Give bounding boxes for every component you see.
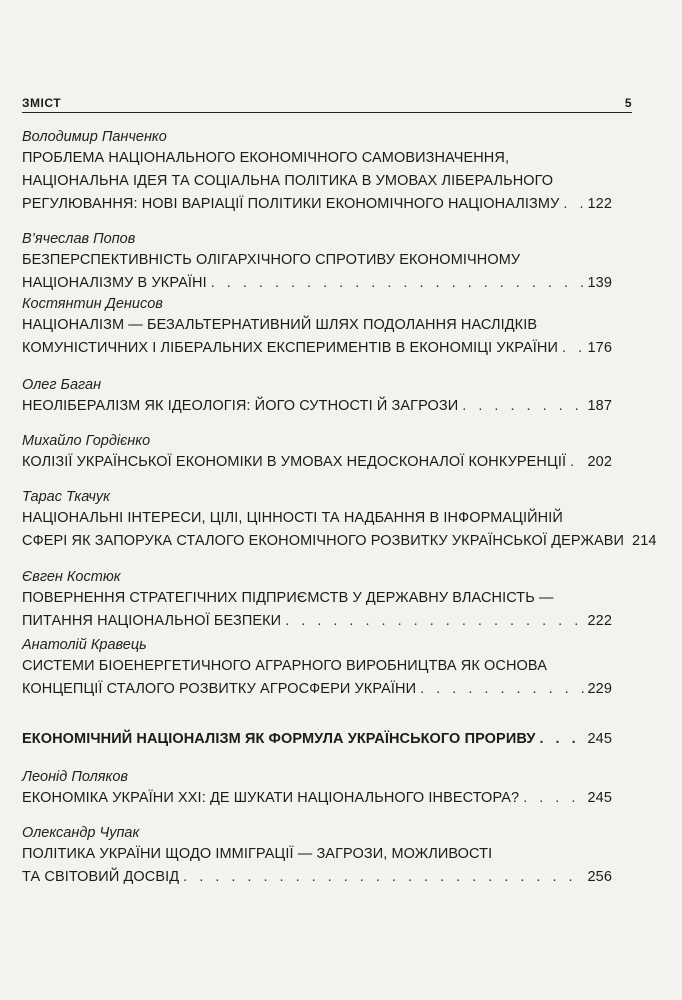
entry-page-number: 187 [587, 398, 612, 414]
title-text: НАЦІОНАЛЬНА ІДЕЯ ТА СОЦІАЛЬНА ПОЛІТИКА В УМОВАХ ЛІБЕРАЛЬНОГО [22, 173, 554, 189]
title-text: ПРОБЛЕМА НАЦІОНАЛЬНОГО ЕКОНОМІЧНОГО САМОВИЗНАЧЕННЯ, [22, 150, 510, 166]
entry-title-line [22, 655, 612, 678]
entry-title-line [22, 507, 612, 530]
header-title: ЗМІСТ [22, 96, 62, 110]
toc-entry[interactable] [22, 488, 657, 553]
section-title-line [22, 728, 612, 751]
leader-dots [570, 451, 583, 474]
title-text: КОЛІЗІЇ УКРАЇНСЬКОЇ ЕКОНОМІКИ В УМОВАХ НЕДОСКОНАЛОЇ КОНКУРЕНЦІЇ [22, 454, 567, 470]
entry-author: Володимир Панченко [22, 129, 167, 145]
entry-author: Євген Костюк [22, 569, 121, 585]
toc-entry[interactable] [22, 230, 612, 295]
entry-page-number: 256 [587, 869, 612, 885]
leader-dots [420, 678, 583, 701]
title-text: СФЕРІ ЯК ЗАПОРУКА СТАЛОГО ЕКОНОМІЧНОГО РОЗВИТКУ УКРАЇНСЬКОЇ ДЕРЖАВИ [22, 533, 625, 549]
entry-title-line [22, 866, 612, 889]
entry-page-number: 245 [587, 790, 612, 806]
entry-title-line [22, 337, 612, 360]
toc-entry[interactable] [22, 568, 612, 633]
entry-title-line [22, 170, 612, 193]
leader-dots [285, 610, 583, 633]
leader-dots [211, 272, 584, 295]
entry-author: Костянтин Денисов [22, 296, 163, 312]
title-text: НЕОЛІБЕРАЛІЗМ ЯК ІДЕОЛОГІЯ: ЙОГО СУТНОСТІ Й ЗАГРОЗИ [22, 398, 459, 414]
entry-author: Олег Баган [22, 377, 102, 393]
entry-title-line [22, 678, 612, 701]
entry-author: Олександр Чупак [22, 825, 140, 841]
leader-dots [523, 787, 583, 810]
entry-author: Анатолій Кравець [22, 637, 147, 653]
entry-title-line [22, 610, 612, 633]
leader-dots [563, 193, 583, 216]
toc-entry[interactable] [22, 824, 612, 889]
title-text: КОМУНІСТИЧНИХ І ЛІБЕРАЛЬНИХ ЕКСПЕРИМЕНТІВ В ЕКОНОМІЦІ УКРАЇНИ [22, 340, 559, 356]
entry-author: В’ячеслав Попов [22, 231, 136, 247]
title-text: ТА СВІТОВИЙ ДОСВІД [22, 869, 180, 885]
entry-page-number: 214 [632, 533, 657, 549]
toc-entry[interactable] [22, 432, 612, 474]
leader-dots [562, 337, 583, 360]
toc-entry[interactable] [22, 295, 612, 360]
entry-page-number: 202 [587, 454, 612, 470]
entry-page-number: 229 [587, 681, 612, 697]
entry-title-line [22, 249, 612, 272]
toc-entry[interactable] [22, 636, 612, 701]
title-text: ПОЛІТИКА УКРАЇНИ ЩОДО ІММІГРАЦІЇ — ЗАГРОЗИ, МОЖЛИВОСТІ [22, 846, 493, 862]
entry-page-number: 245 [587, 731, 612, 747]
title-text: БЕЗПЕРСПЕКТИВНІСТЬ ОЛІГАРХІЧНОГО СПРОТИВУ ЕКОНОМІЧНОМУ [22, 252, 521, 268]
entry-page-number: 122 [587, 196, 612, 212]
title-text: НАЦІОНАЛІЗМУ В УКРАЇНІ [22, 275, 207, 291]
leader-dots [539, 728, 583, 751]
entry-page-number: 222 [587, 613, 612, 629]
entry-page-number: 139 [587, 275, 612, 291]
entry-title-line [22, 395, 612, 418]
header-rule [22, 112, 632, 113]
title-text: ПИТАННЯ НАЦІОНАЛЬНОЇ БЕЗПЕКИ [22, 613, 282, 629]
title-text: ПОВЕРНЕННЯ СТРАТЕГІЧНИХ ПІДПРИЄМСТВ У ДЕРЖАВНУ ВЛАСНІСТЬ — [22, 590, 554, 606]
header-page-number: 5 [624, 96, 632, 110]
leader-dots [183, 866, 583, 889]
toc-entry[interactable] [22, 728, 612, 751]
entry-title-line [22, 530, 657, 553]
leader-dots [462, 395, 583, 418]
entry-title-line [22, 787, 612, 810]
toc-entry[interactable] [22, 376, 612, 418]
title-text: СИСТЕМИ БІОЕНЕРГЕТИЧНОГО АГРАРНОГО ВИРОБНИЦТВА ЯК ОСНОВА [22, 658, 547, 674]
title-text: ЕКОНОМІЧНИЙ НАЦІОНАЛІЗМ ЯК ФОРМУЛА УКРАЇНСЬКОГО ПРОРИВУ [22, 731, 536, 747]
title-text: НАЦІОНАЛЬНІ ІНТЕРЕСИ, ЦІЛІ, ЦІННОСТІ ТА НАДБАННЯ В ІНФОРМАЦІЙНІЙ [22, 510, 563, 526]
title-text: РЕГУЛЮВАННЯ: НОВІ ВАРІАЦІЇ ПОЛІТИКИ ЕКОНОМІЧНОГО НАЦІОНАЛІЗМУ [22, 196, 560, 212]
entry-title-line [22, 193, 612, 216]
entry-author: Тарас Ткачук [22, 489, 110, 505]
title-text: ЕКОНОМІКА УКРАЇНИ XXI: ДЕ ШУКАТИ НАЦІОНАЛЬНОГО ІНВЕСТОРА? [22, 790, 520, 806]
entry-title-line [22, 843, 612, 866]
toc-entry[interactable] [22, 768, 612, 810]
toc-entry[interactable] [22, 128, 612, 216]
entry-title-line [22, 272, 612, 295]
entry-title-line [22, 147, 612, 170]
title-text: НАЦІОНАЛІЗМ — БЕЗАЛЬТЕРНАТИВНИЙ ШЛЯХ ПОДОЛАННЯ НАСЛІДКІВ [22, 317, 538, 333]
entry-title-line [22, 451, 612, 474]
entry-author: Михайло Гордієнко [22, 433, 151, 449]
entry-title-line [22, 314, 612, 337]
title-text: КОНЦЕПЦІЇ СТАЛОГО РОЗВИТКУ АГРОСФЕРИ УКРАЇНИ [22, 681, 417, 697]
entry-page-number: 176 [587, 340, 612, 356]
entry-author: Леонід Поляков [22, 769, 128, 785]
entry-title-line [22, 587, 612, 610]
running-header [22, 90, 632, 110]
